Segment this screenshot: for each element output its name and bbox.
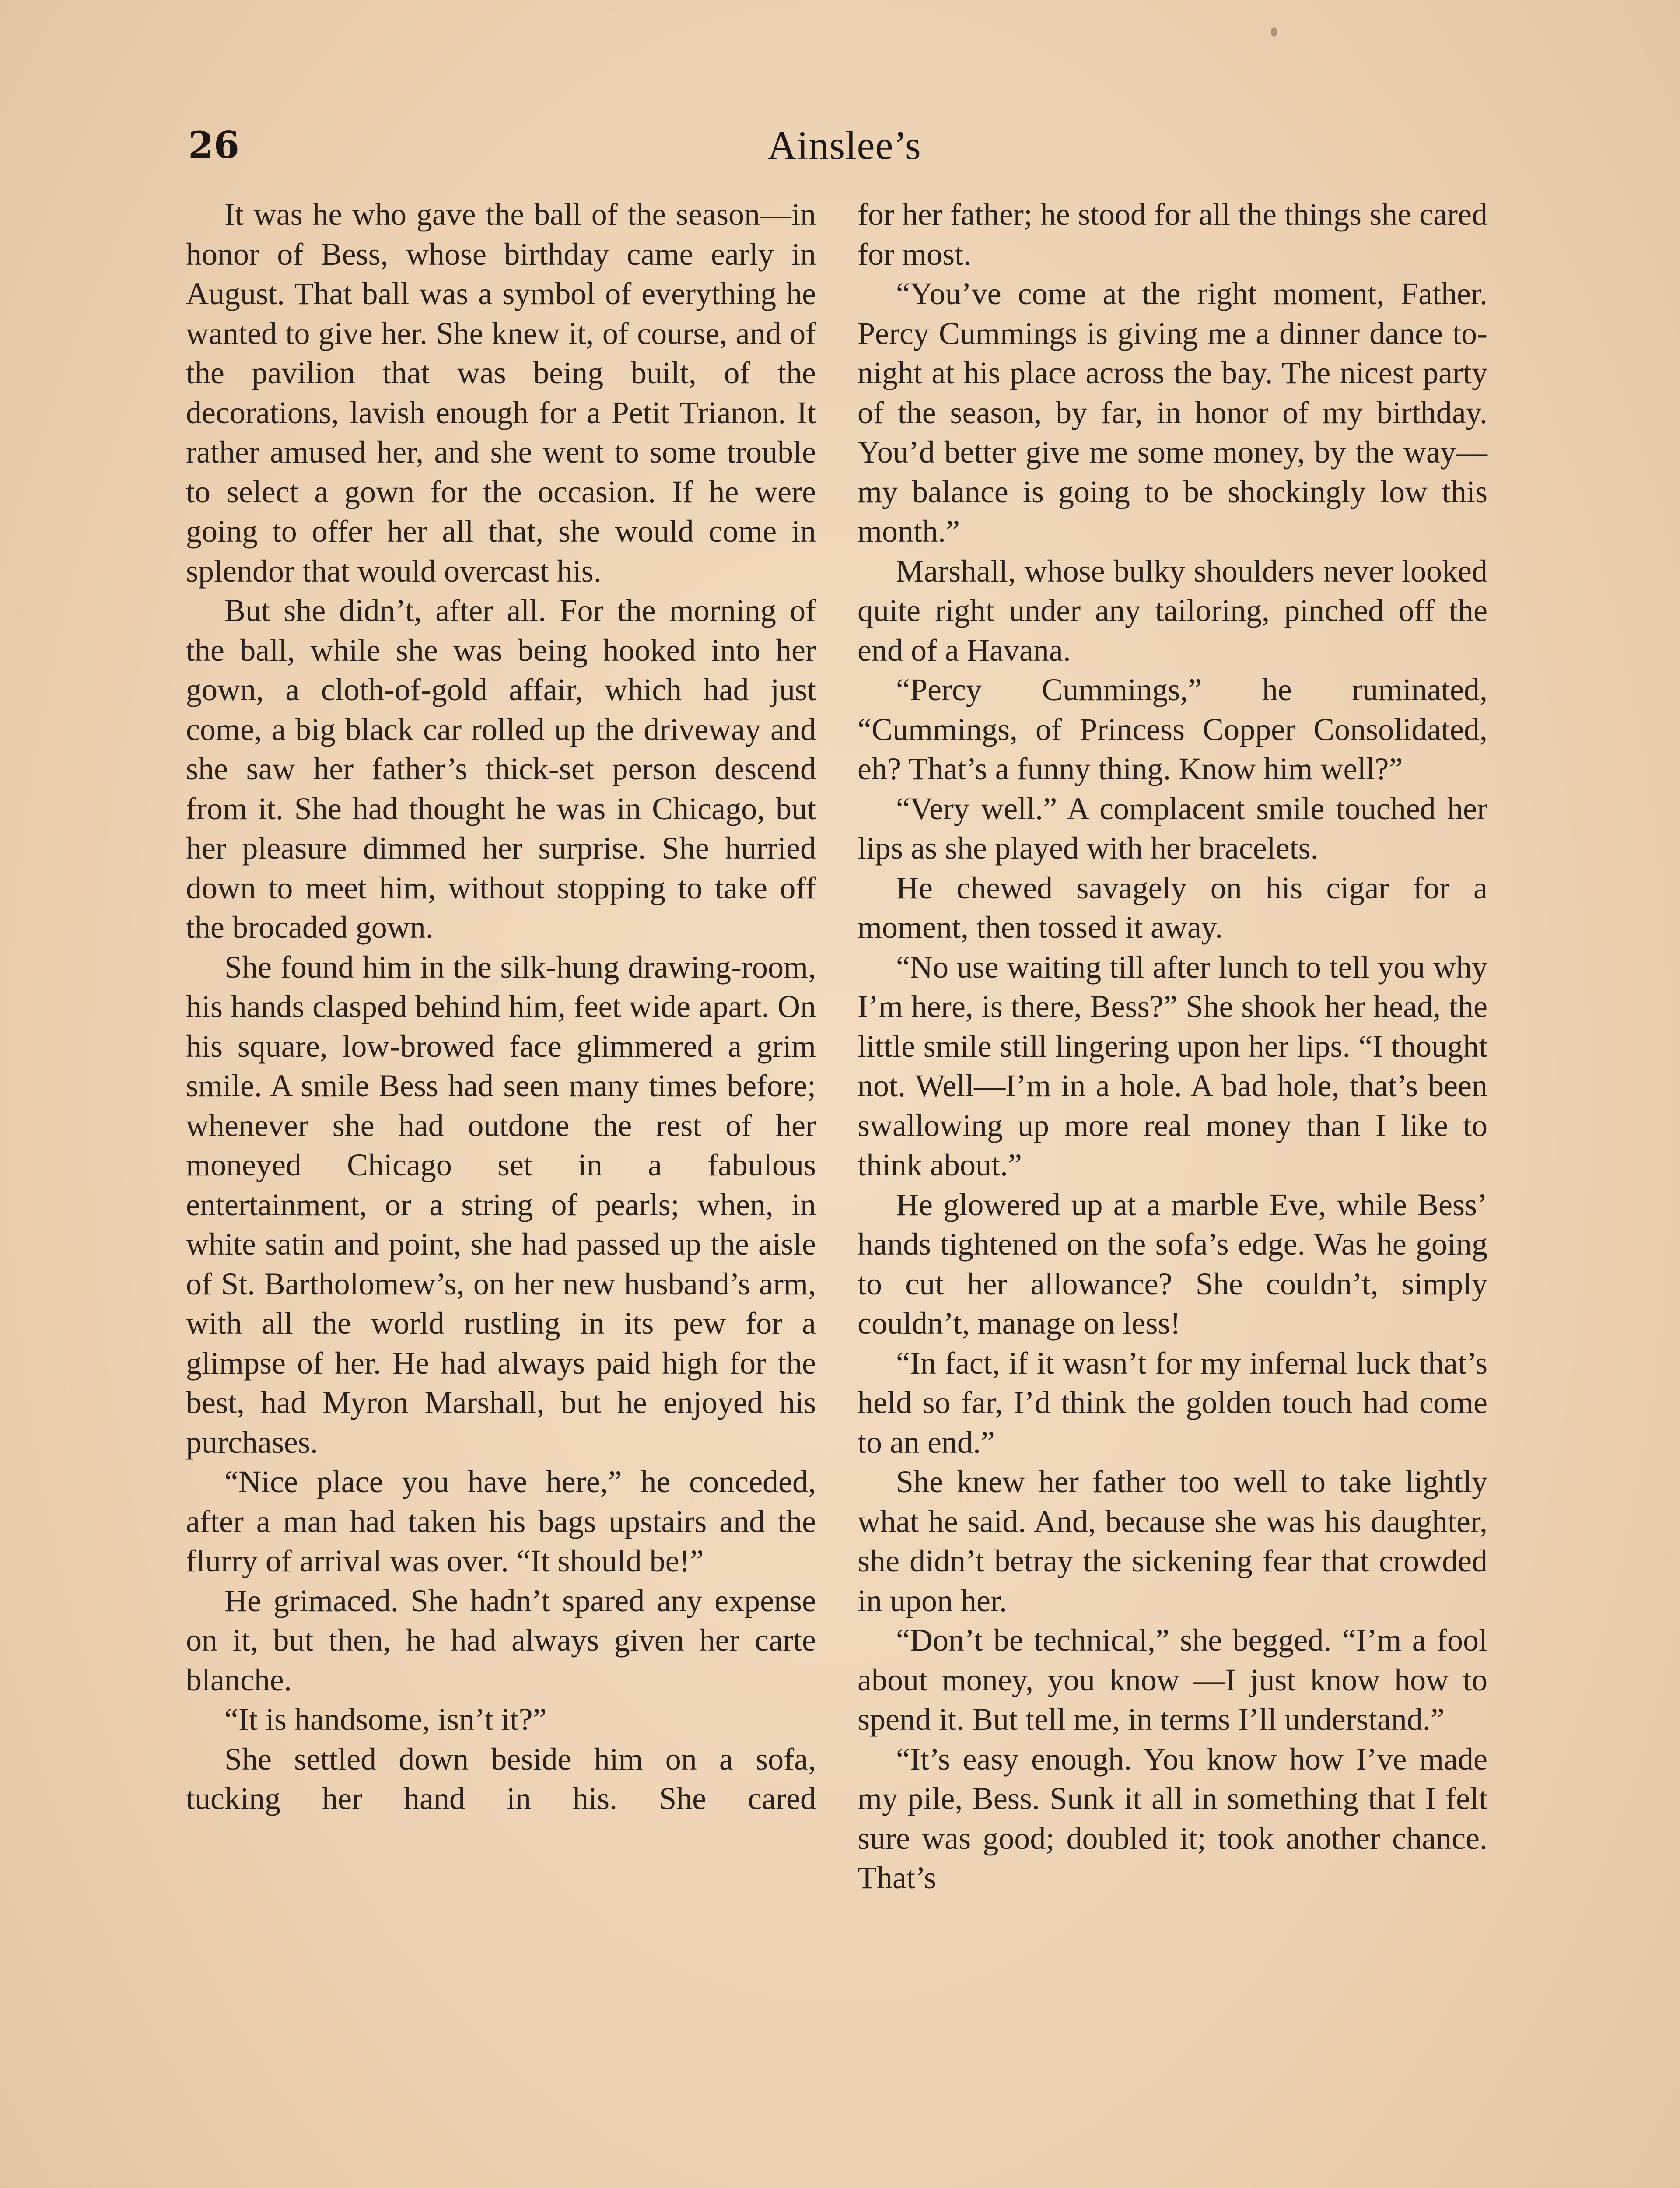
- paragraph: Marshall, whose bulky shoulders never looked quite right under any tailoring, pinched off the end of a Havana.: [858, 553, 1488, 668]
- paragraph: “No use waiting till after lunch to tell you why I’m here, is there, Bess?” She shook her head, the little smile still lingering upon her lips. “I thought not. Well—I’m in a hole. A bad hole, that’s been swallowing up more real money than I like to think about.”: [858, 949, 1488, 1182]
- paragraph: “It is handsome, isn’t it?”: [224, 1702, 547, 1737]
- paper-speck: [1271, 27, 1277, 37]
- running-head: [188, 119, 1501, 180]
- paragraph: “Don’t be technical,” she begged. “I’m a fool about money, you know —I just know how to spend it. But tell me, in terms I’ll understand.”: [858, 1623, 1488, 1737]
- paragraph: He chewed savagely on his cigar for a moment, then tossed it away.: [858, 870, 1488, 945]
- magazine-title: Ainslee’s: [767, 123, 921, 168]
- paragraph: “Very well.” A complacent smile touched her lips as she played with her bracelets.: [858, 791, 1488, 866]
- paragraph: “In fact, if it wasn’t for my infernal luck that’s held so far, I’d think the golden touch had come to an end.”: [858, 1345, 1488, 1460]
- paragraph: “Nice place you have here,” he conceded, after a man had taken his bags upstairs and the flurry of arrival was over. “It should be!”: [186, 1464, 816, 1578]
- paragraph: He glowered up at a marble Eve, while Bess’ hands tightened on the sofa’s edge. Was he going to cut her allowance? She couldn’t, simply couldn’t, manage on less!: [858, 1187, 1488, 1341]
- paragraph: But she didn’t, after all. For the morning of the ball, while she was being hooked into her gown, a cloth-of-gold affair, which had just come, a big black car rolled up the driveway and she saw her father’s thick-set person descend from it. She had thought he was in Chicago, but her pleasure dimmed her surprise. She hurried down to meet him, without stopping to take off the brocaded gown.: [186, 593, 816, 945]
- paragraph: “Percy Cummings,” he ruminated, “Cummings, of Princess Copper Consolidated, eh? That’s a funny thing. Know him well?”: [858, 672, 1488, 786]
- paragraph: She knew her father too well to take lightly what he said. And, because she was his daughter, she didn’t betray the sickening fear that crowded in upon her.: [858, 1464, 1488, 1618]
- paragraph: “You’ve come at the right moment, Father. Percy Cummings is giving me a dinner dance to-night at his place across the bay. The nicest party of the season, by far, in honor of my birthday. You’d better give me some money, by the way—my balance is going to be shockingly low this month.”: [858, 276, 1488, 549]
- paragraph: She found him in the silk-hung drawing-room, his hands clasped behind him, feet wide apart. On his square, low-browed face glimmered a grim smile. A smile Bess had seen many times before; whenever she had outdone the rest of her moneyed Chicago set in a fabulous entertainment, or a string of pearls; when, in white satin and point, she had passed up the aisle of St. Bartholomew’s, on her new husband’s arm, with all the world rustling in its pew for a glimpse of her. He had always paid high for the best, had Myron Marshall, but he enjoyed his purchases.: [186, 949, 816, 1460]
- page-number: 26: [188, 123, 239, 167]
- paragraph: It was he who gave the ball of the season—in honor of Bess, whose birthday came early in August. That ball was a symbol of everything he wanted to give her. She knew it, of course, and of the pavilion that was being built, of the decorations, lavish enough for a Petit Trianon. It rather amused her, and she went to some trouble to select a gown for the occasion. If he were going to offer her all that, she would come in splendor that would overcast his.: [186, 197, 816, 589]
- paragraph: She settled down beside him on a sofa, tucking her hand in his. She cared: [186, 1741, 816, 1816]
- left-column: [186, 195, 816, 1819]
- paragraph-continued: for her father; he stood for all the things she cared for most.: [858, 197, 1488, 272]
- right-column: [858, 195, 1488, 1898]
- paragraph: “It’s easy enough. You know how I’ve made my pile, Bess. Sunk it all in something that I felt sure was good; doubled it; took another chance. That’s: [858, 1741, 1488, 1895]
- paragraph: He grimaced. She hadn’t spared any expense on it, but then, he had always given her carte blanche.: [186, 1583, 816, 1697]
